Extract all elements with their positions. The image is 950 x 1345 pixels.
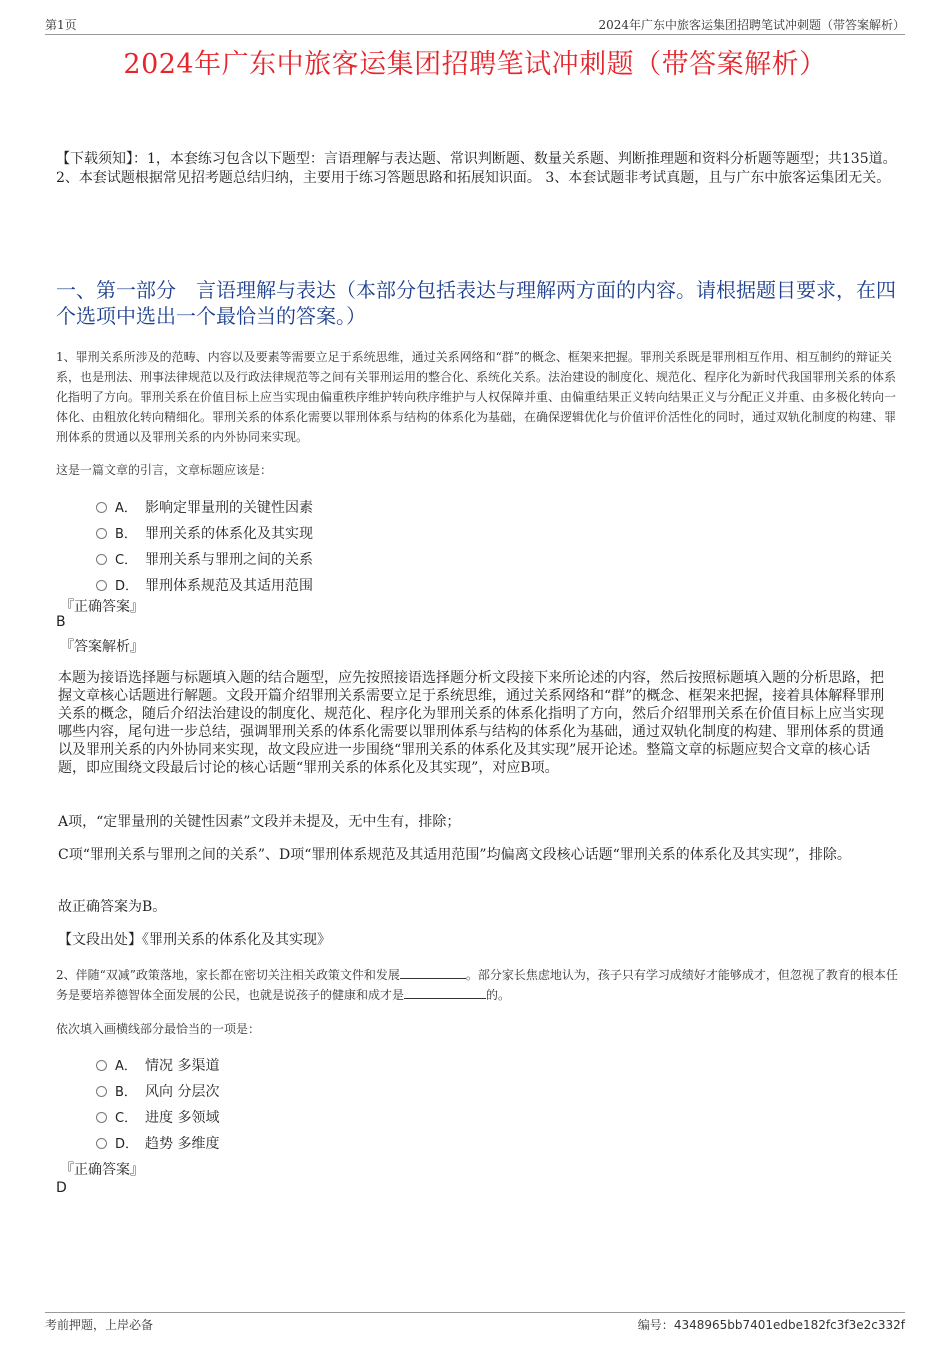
q1-answer: B [56, 614, 66, 630]
section-title: 一、第一部分 言语理解与表达（本部分包括表达与理解两方面的内容。请根据题目要求，在四个选项中选出一个最恰当的答案。） [56, 278, 896, 328]
q1-answer-label: 『正确答案』 [60, 599, 144, 615]
header-doc-title: 2024年广东中旅客运集团招聘笔试冲刺题（带答案解析） [598, 18, 905, 32]
radio-icon[interactable] [96, 1138, 107, 1149]
radio-icon[interactable] [96, 554, 107, 565]
document-title: 2024年广东中旅客运集团招聘笔试冲刺题（带答案解析） [123, 49, 827, 80]
radio-icon[interactable] [96, 1086, 107, 1097]
footer-serial: 编号：4348965bb7401edbe182fc3f3e2c332f [637, 1318, 905, 1332]
radio-icon[interactable] [96, 1060, 107, 1071]
q1-analysis-label: 『答案解析』 [60, 639, 144, 655]
q1-option-b[interactable]: B． 罪刑关系的体系化及其实现 [96, 523, 313, 543]
page-number: 第1页 [45, 18, 77, 32]
q2-option-d[interactable]: D． 趋势 多维度 [96, 1133, 219, 1153]
footer-slogan: 考前押题，上岸必备 [45, 1318, 154, 1332]
question-2-text: 2、伴随“双减”政策落地，家长都在密切关注相关政策文件和发展 。部分家长焦虑地认为，孩子只有学习成绩好才能够成才，但忽视了教育的根本任务是要培养德智体全面发展的公民，也就是说孩子的健康和成才是 的。 [56, 968, 898, 1002]
fill-blank [400, 966, 466, 979]
q1-analysis-paragraph: A项，“定罪量刑的关键性因素”文段并未提及，无中生有，排除； [58, 814, 461, 830]
q2-answer: D [56, 1180, 67, 1196]
q2-option-a[interactable]: A． 情况 多渠道 [96, 1055, 219, 1075]
q1-analysis-paragraph: C项“罪刑关系与罪刑之间的关系”、D项“罪刑体系规范及其适用范围”均偏离文段核心话题“罪刑关系的体系化及其实现”，排除。 [58, 847, 851, 863]
page-footer [45, 1312, 905, 1333]
radio-icon[interactable] [96, 580, 107, 591]
download-notice: 【下载须知】：1，本套练习包含以下题型：言语理解与表达题、常识判断题、数量关系题、判断推理题和资料分析题等题型；共135道。 2、本套试题根据常见招考题总结归纳，主要用于练习答题思路和拓展知识面。 3、本套试题非考试真题，且与广东中旅客运集团无关。 [56, 151, 897, 186]
q1-analysis-paragraph: 故正确答案为B。 [58, 899, 167, 915]
question-1-prompt: 这是一篇文章的引言，文章标题应该是： [56, 463, 273, 477]
q1-option-c[interactable]: C． 罪刑关系与罪刑之间的关系 [96, 549, 313, 569]
radio-icon[interactable] [96, 1112, 107, 1123]
q1-analysis-paragraph: 本题为接语选择题与标题填入题的结合题型，应先按照接语选择题分析文段接下来所论述的内容，然后按照标题填入题的分析思路，把握文章核心话题进行解题。文段开篇介绍罪刑关系需要立足于系统思维，通过关系网络和“群”的概念、框架来把握，接着具体解释罪刑关系的概念，随后介绍法治建设的制度化、规范化、程序化为罪刑关系的体系化指明了方向，然后介绍罪刑关系在价值目标上应当实现哪些内容，尾句进一步总结，强调罪刑关系的体系化需要以罪刑体系与结构的体系化为基础，通过双轨化制度的构建、罪刑体系的贯通以及罪刑关系的内外协同来实现，故文段应进一步围绕“罪刑关系的体系化及其实现”展开论述。整篇文章的标题应契合文章的核心话题，即应围绕文段最后讨论的核心话题“罪刑关系的体系化及其实现”，对应B项。 [58, 670, 885, 776]
q2-answer-label: 『正确答案』 [60, 1162, 144, 1178]
q1-option-a[interactable]: A． 影响定罪量刑的关键性因素 [96, 497, 313, 517]
question-1-text: 1、罪刑关系所涉及的范畴、内容以及要素等需要立足于系统思维，通过关系网络和“群”的概念、框架来把握。罪刑关系既是罪刑相互作用、相互制约的辩证关系，也是刑法、刑事法律规范以及行政法律规范等之间有关罪刑运用的整合化、系统化关系。法治建设的制度化、规范化、程序化为新时代我国罪刑关系的体系化指明了方向。罪刑关系在价值目标上应当实现由偏重秩序维护转向秩序维护与人权保障并重、由偏重结果正义转向结果正义与分配正义并重、由多极化转向一体化、由粗放化转向精细化。罪刑关系的体系化需要以罪刑体系与结构的体系化为基础，在确保逻辑优化与价值评价活性化的同时，通过双轨化制度的构建、罪刑体系的贯通以及罪刑关系的内外协同来实现。 [56, 350, 897, 444]
q2-option-c[interactable]: C． 进度 多领域 [96, 1107, 219, 1127]
page-header [45, 14, 905, 35]
radio-icon[interactable] [96, 528, 107, 539]
q1-option-d[interactable]: D． 罪刑体系规范及其适用范围 [96, 575, 313, 595]
radio-icon[interactable] [96, 502, 107, 513]
fill-blank [404, 986, 486, 999]
q1-source: 【文段出处】《罪刑关系的体系化及其实现》 [58, 932, 331, 948]
question-2-prompt: 依次填入画横线部分最恰当的一项是： [56, 1022, 261, 1036]
q2-option-b[interactable]: B． 风向 分层次 [96, 1081, 219, 1101]
